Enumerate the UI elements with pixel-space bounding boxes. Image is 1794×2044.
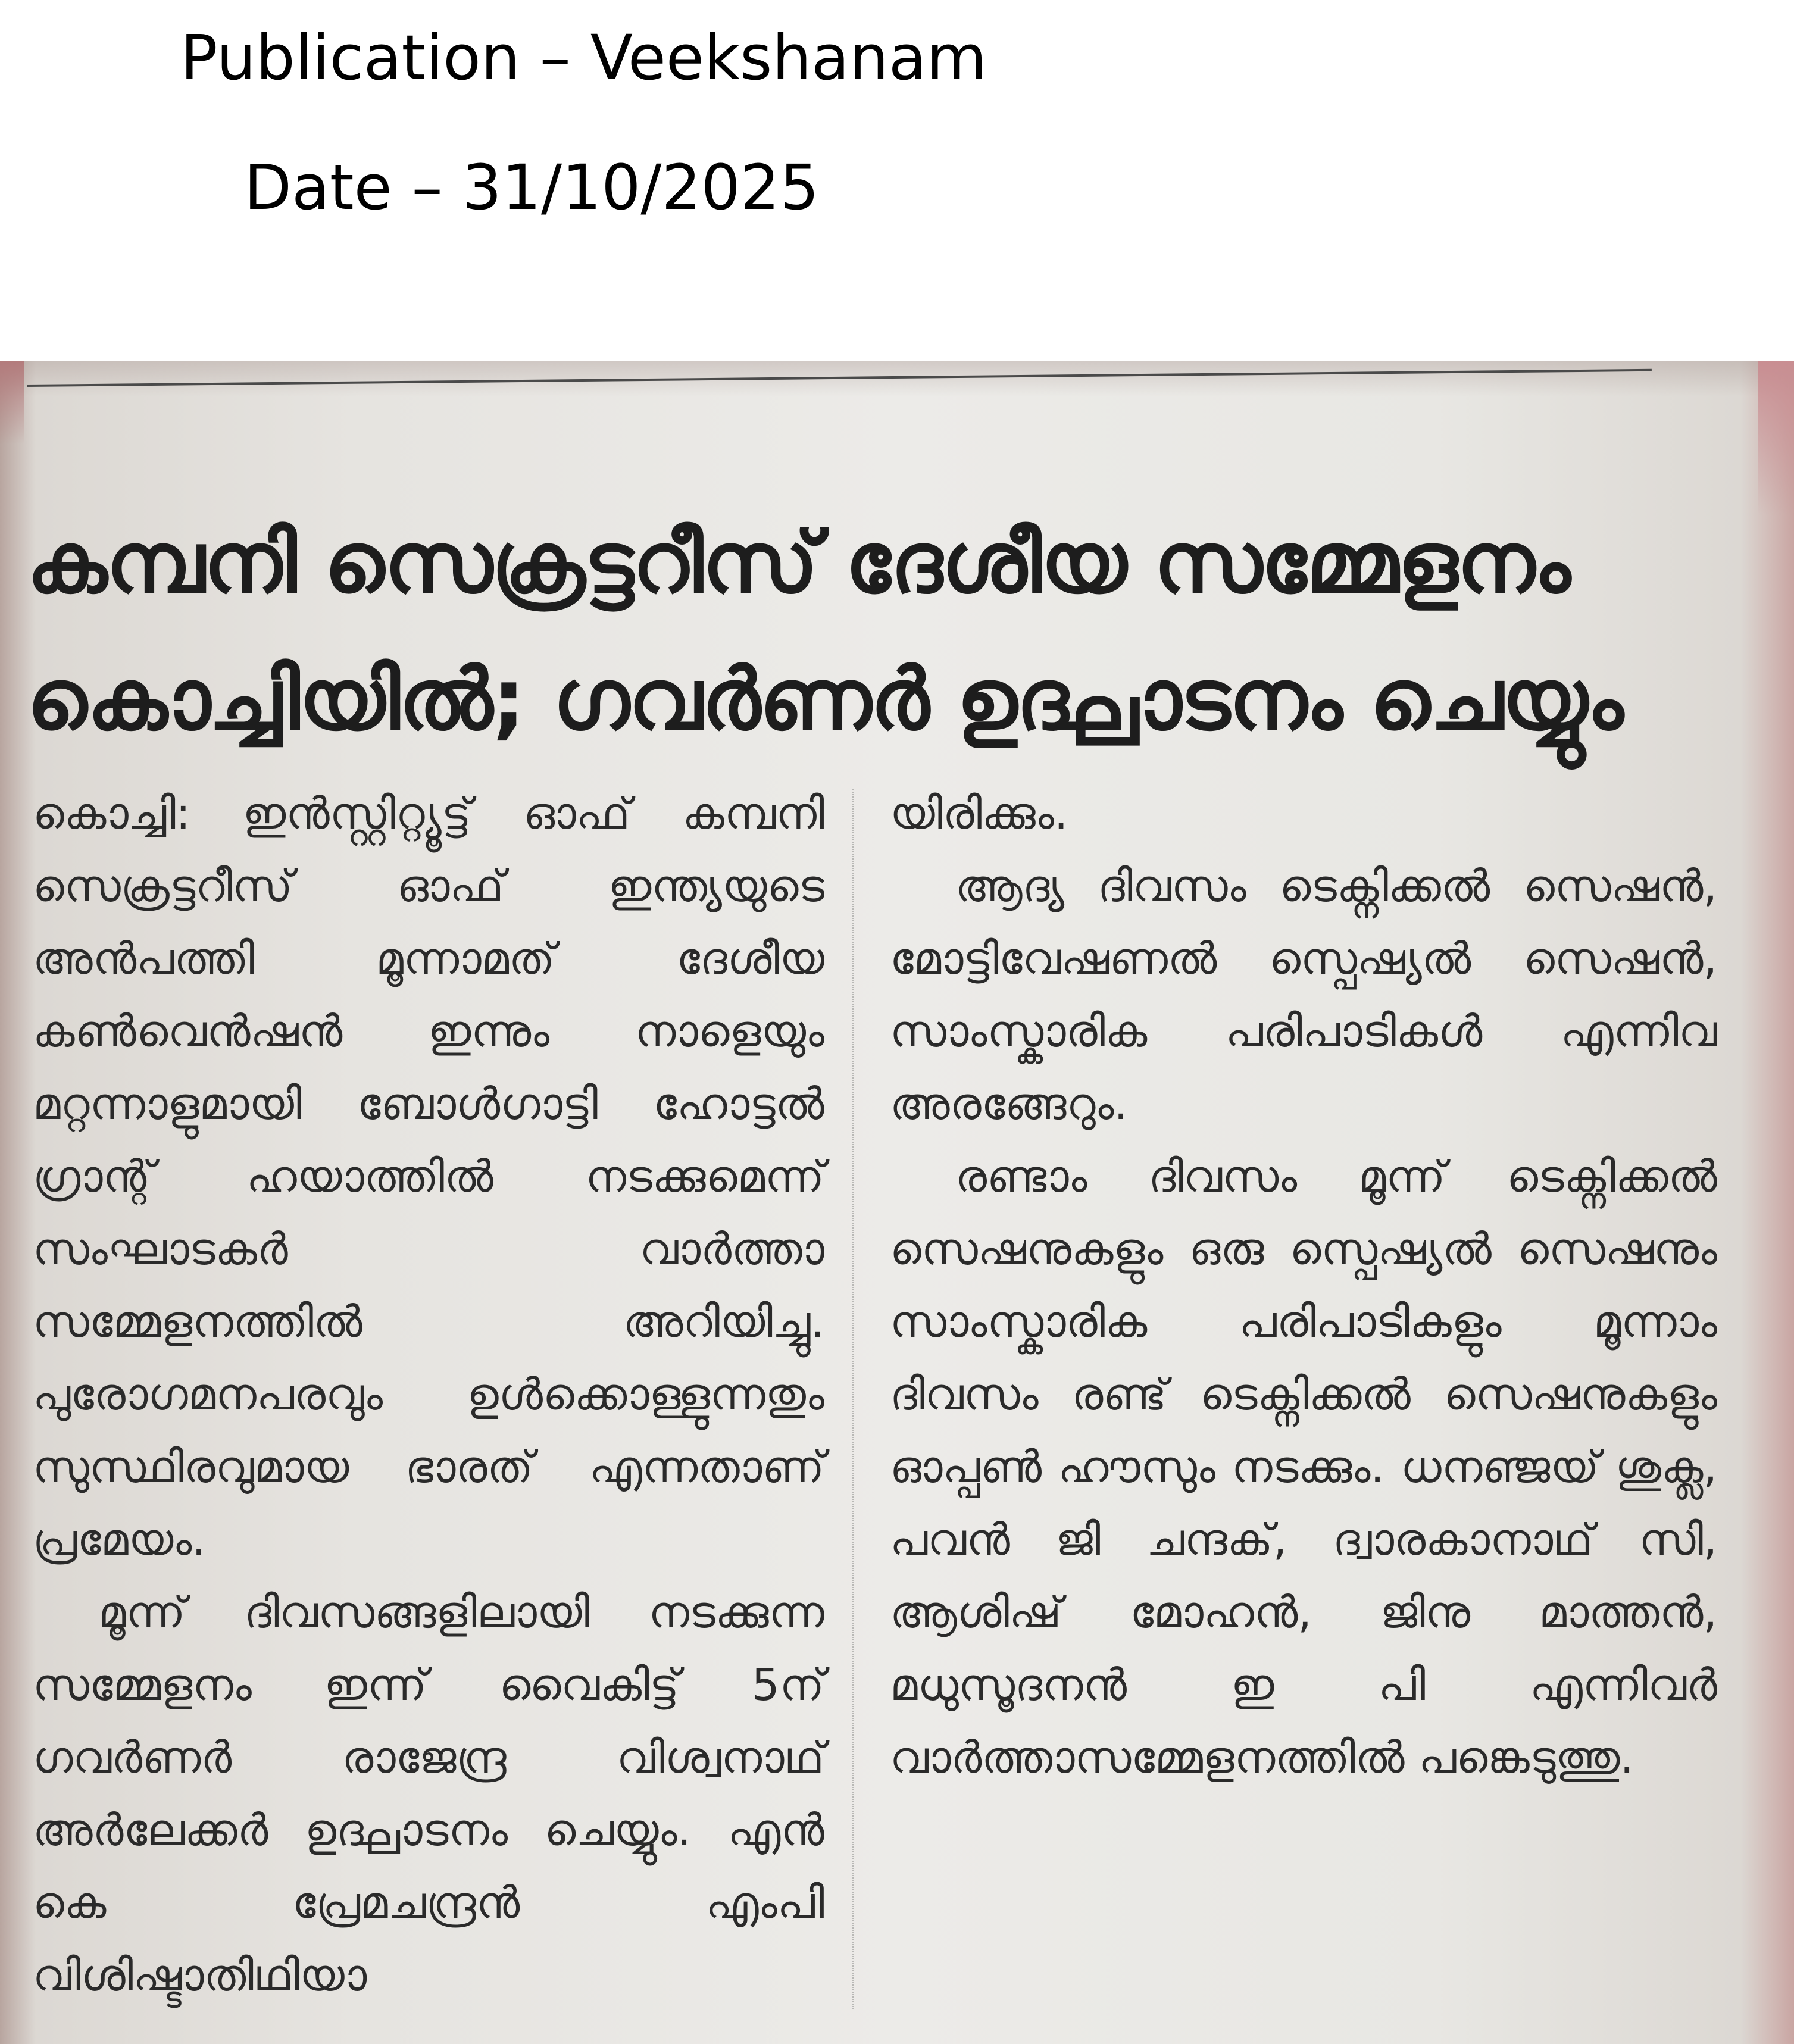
date-label: Date – 31/10/2025 (244, 151, 820, 224)
paragraph: കൊച്ചി: ഇൻസ്റ്റിറ്റ്യൂട്ട് ഓഫ് കമ്പനി സെക്രട്ടറീസ് ഓഫ് ഇന്ത്യയുടെ അൻപത്തി മൂന്നാമത് ദേശീയ കൺവെൻഷൻ ഇന്നും നാളെയും മറ്റന്നാളുമായി ബോൾഗാട്ടി ഹോട്ടൽ ഗ്രാന്റ് ഹയാത്തിൽ നടക്കുമെന്ന് സംഘാടകർ വാർത്താ സമ്മേളനത്തിൽ അറിയിച്ചു. പുരോഗമനപരവും ഉൾക്കൊള്ളുന്നതും സുസ്ഥിരവുമായ ഭാരത് എന്നതാണ് പ്രമേയം. (33, 788, 824, 1565)
paper-shadow (0, 361, 1794, 396)
paper-edge-left (0, 361, 24, 444)
paragraph: ആദ്യ ദിവസം ടെക്നിക്കൽ സെഷൻ, മോട്ടിവേഷണൽ സ്പെഷ്യൽ സെഷൻ, സാംസ്കാരിക പരിപാടികൾ എന്നിവ അരങ്ങേറും. (890, 861, 1717, 1130)
article-column-right (890, 777, 1717, 1794)
column-divider (852, 789, 854, 2009)
paper-edge-right (1758, 361, 1794, 515)
article-headline (27, 495, 1753, 768)
publication-label: Publication – Veekshanam (180, 21, 987, 94)
headline-line-1: കമ്പനി സെക്രട്ടറീസ് ദേശീയ സമ്മേളനം (27, 514, 1570, 612)
newspaper-clipping (0, 361, 1794, 2044)
caption-area (0, 0, 1794, 357)
paragraph: യിരിക്കും. (890, 788, 1068, 839)
article-column-left (33, 777, 824, 2012)
headline-line-2: കൊച്ചിയിൽ; ഗവർണർ ഉദ്ഘാടനം ചെയ്യും (27, 651, 1623, 749)
paragraph: രണ്ടാം ദിവസം മൂന്ന് ടെക്നിക്കൽ സെഷനുകളും ഒരു സ്പെഷ്യൽ സെഷനും സാംസ്കാരിക പരിപാടികളും മൂന്നാം ദിവസം രണ്ട് ടെക്നിക്കൽ സെഷനുകളും ഓപ്പൺ ഹൗസും നടക്കും. ധനഞ്ജയ് ശുക്ല, പവൻ ജി ചന്ദക്, ദ്വാരകാനാഥ് സി, ആശിഷ് മോഹൻ, ജിനു മാത്തൻ, മധുസൂദനൻ ഇ പി എന്നിവർ വാർത്താസമ്മേളനത്തിൽ പങ്കെടുത്തു. (890, 1151, 1717, 1783)
paragraph: മൂന്ന് ദിവസങ്ങളിലായി നടക്കുന്ന സമ്മേളനം ഇന്ന് വൈകിട്ട് 5ന് ഗവർണർ രാജേന്ദ്ര വിശ്വനാഥ് അർലേക്കർ ഉദ്ഘാടനം ചെയ്യും. എൻ കെ പ്രേമചന്ദ്രൻ എംപി വിശിഷ്ടാതിഥിയാ (33, 1587, 824, 2001)
